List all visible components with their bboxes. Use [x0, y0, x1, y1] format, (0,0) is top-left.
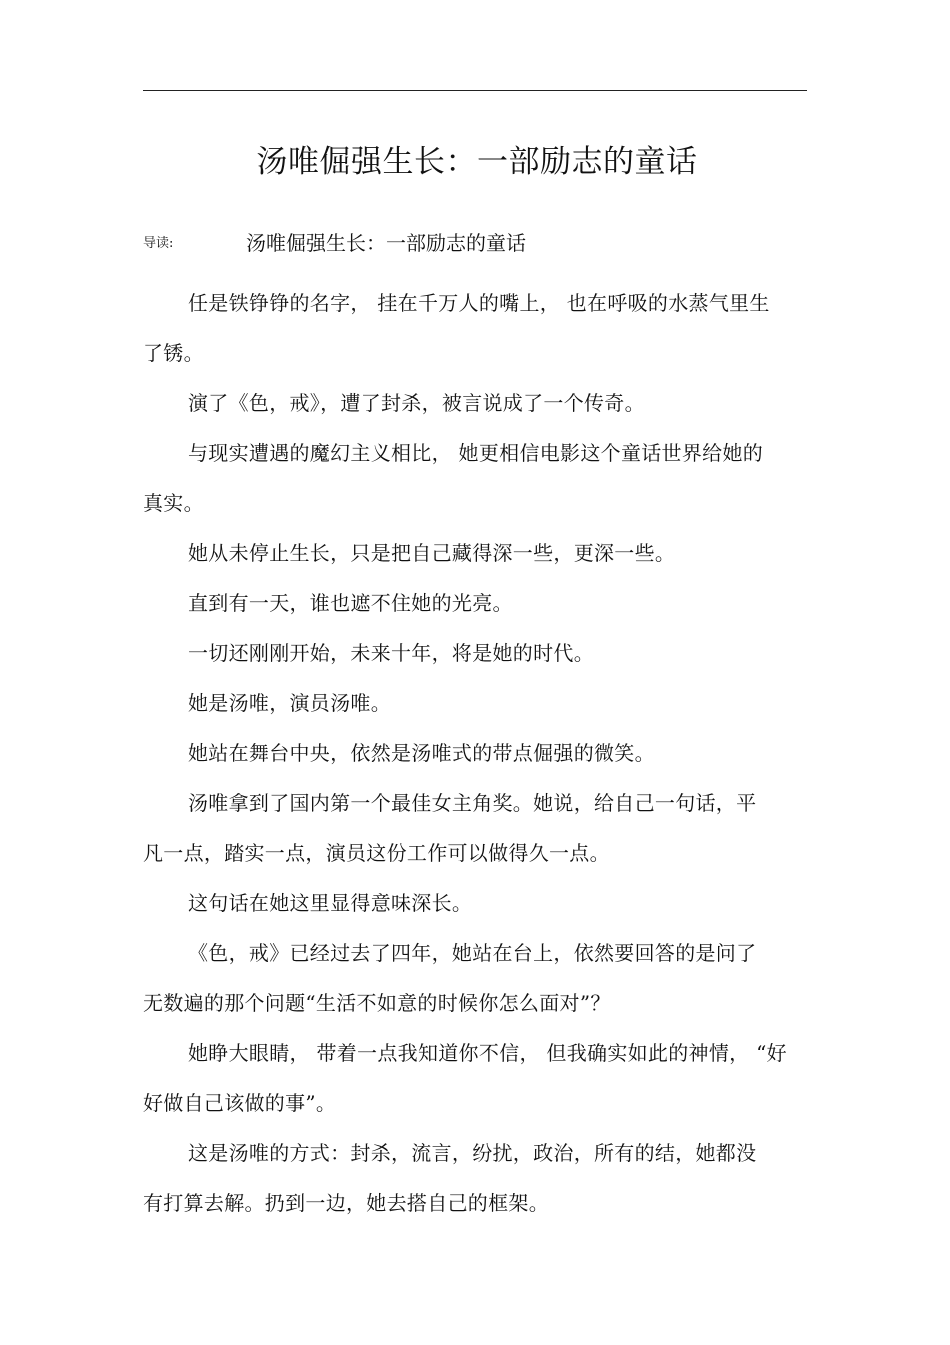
paragraph-line: 演了《色，戒》，遭了封杀，被言说成了一个传奇。 [188, 391, 645, 415]
paragraph [143, 778, 807, 878]
paragraph-line: 她睁大眼睛， 带着一点我知道你不信， 但我确实如此的神情， “好 [188, 1041, 787, 1065]
paragraph [143, 428, 807, 528]
paragraph [143, 528, 807, 578]
paragraph [143, 578, 807, 628]
paragraph [143, 1128, 807, 1228]
paragraph [143, 878, 807, 928]
paragraph-line: 有打算去解。扔到一边，她去搭自己的框架。 [143, 1191, 549, 1215]
paragraph-line: 她是汤唯，演员汤唯。 [188, 691, 391, 715]
paragraph-line: 直到有一天，谁也遮不住她的光亮。 [188, 591, 513, 615]
paragraph-line: 这是汤唯的方式：封杀，流言，纷扰，政治，所有的结，她都没 [188, 1141, 757, 1165]
paragraph [143, 1028, 807, 1128]
paragraph-line: 这句话在她这里显得意味深长。 [188, 891, 473, 915]
guide-text: 汤唯倔强生长：一部励志的童话 [246, 231, 526, 255]
paragraph-line: 好做自己该做的事”。 [143, 1091, 337, 1115]
paragraph-line: 任是铁铮铮的名字， 挂在千万人的嘴上， 也在呼吸的水蒸气里生 [188, 291, 770, 315]
paragraph [143, 928, 807, 1028]
paragraph-line: 她站在舞台中央，依然是汤唯式的带点倔强的微笑。 [188, 741, 655, 765]
paragraph-line: 真实。 [143, 491, 204, 515]
guide-label: 导读: [143, 236, 174, 251]
paragraph-line: 一切还刚刚开始，未来十年，将是她的时代。 [188, 641, 594, 665]
paragraph [143, 728, 807, 778]
paragraph-line: 《色，戒》已经过去了四年，她站在台上，依然要回答的是问了 [188, 941, 757, 965]
guide-section [143, 228, 807, 258]
paragraph-line: 汤唯拿到了国内第一个最佳女主角奖。她说，给自己一句话，平 [188, 791, 757, 815]
paragraph [143, 278, 807, 378]
article-body [143, 278, 807, 1228]
page-title: 汤唯倔强生长：一部励志的童话 [256, 144, 698, 180]
paragraph [143, 678, 807, 728]
paragraph [143, 378, 807, 428]
paragraph-line: 了锈。 [143, 341, 204, 365]
paragraph-line: 她从未停止生长，只是把自己藏得深一些，更深一些。 [188, 541, 676, 565]
paragraph-line: 无数遍的那个问题“生活不如意的时候你怎么面对”？ [143, 991, 611, 1015]
header-rule [143, 90, 807, 91]
paragraph-line: 凡一点，踏实一点，演员这份工作可以做得久一点。 [143, 841, 610, 865]
paragraph [143, 628, 807, 678]
paragraph-line: 与现实遭遇的魔幻主义相比， 她更相信电影这个童话世界给她的 [188, 441, 764, 465]
